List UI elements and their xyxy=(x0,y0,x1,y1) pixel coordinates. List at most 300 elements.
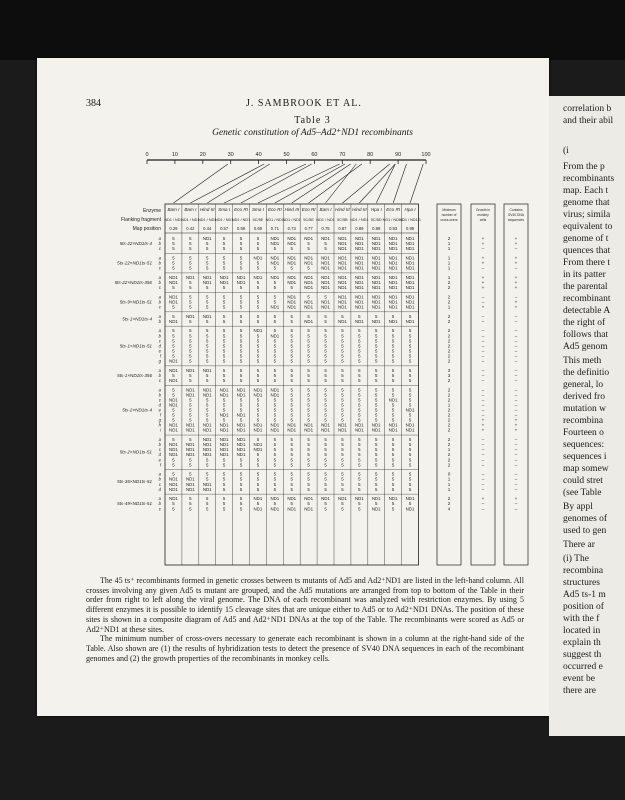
facing-page-line: suggest th xyxy=(563,650,602,660)
table-cell: ND1 xyxy=(236,447,246,453)
table-cell: 5 xyxy=(172,353,175,359)
facing-page-line: recombina xyxy=(563,416,604,426)
table-cell: 5 xyxy=(307,348,310,354)
table-cell: 5 xyxy=(239,476,243,482)
table-cell: 5 xyxy=(375,367,378,373)
table-cell: 5 xyxy=(256,501,260,507)
crossover-count: 2 xyxy=(447,377,451,383)
growth-result: – xyxy=(481,377,485,383)
recombinant-clone-label: c xyxy=(158,246,161,252)
table-cell: 5 xyxy=(324,506,327,512)
sv40-result: – xyxy=(514,457,518,463)
facing-page-line: From the p xyxy=(563,162,605,172)
crossover-count: 2 xyxy=(447,279,451,285)
recombinant-clone-label: d xyxy=(158,452,161,458)
table-cell: 5 xyxy=(307,437,310,443)
cross-label: 5ts-1×ND1ts-51 xyxy=(119,343,152,349)
table-cell: ND1 xyxy=(253,255,263,261)
map-connector xyxy=(275,164,345,203)
enzyme-name: Eco RI xyxy=(301,207,316,212)
table-cell: 5 xyxy=(206,402,209,408)
table-cell: 5 xyxy=(358,447,361,453)
table-cell: ND1 xyxy=(169,402,178,408)
table-cell: 5 xyxy=(222,372,226,378)
sv40-result: – xyxy=(514,318,518,324)
map-position: 0.93 xyxy=(389,226,398,231)
table-cell: 5 xyxy=(256,260,260,266)
table-cell: 5 xyxy=(408,442,412,448)
table-cell: 5 xyxy=(341,338,344,344)
cross-label: 5ts-22×ND1ts-356 xyxy=(114,279,152,285)
facing-page-line: genome of t xyxy=(563,234,609,244)
table-cell: 5 xyxy=(273,501,277,507)
table-cell: 5 xyxy=(408,452,412,458)
table-cell: 5 xyxy=(239,358,243,364)
crossover-count: 1 xyxy=(447,304,451,310)
table-cell: ND1 xyxy=(304,427,314,433)
sv40-result: – xyxy=(514,392,518,398)
table-cell: 5 xyxy=(172,333,175,339)
facing-page-line: structures xyxy=(563,578,600,588)
table-cell: ND1 xyxy=(304,299,314,305)
sv40-result: – xyxy=(514,328,518,334)
table-cell: 5 xyxy=(391,402,395,408)
table-cell: 5 xyxy=(222,265,226,271)
table-cell: 5 xyxy=(189,299,192,305)
table-cell: ND1 xyxy=(169,397,178,403)
table-cell: 5 xyxy=(172,255,175,261)
table-cell: ND1 xyxy=(169,422,178,428)
table-cell: ND1 xyxy=(354,255,364,261)
table-subtitle: Genetic constitution of Ad5–Ad2⁺ND1 recombinants xyxy=(212,128,413,138)
table-cell: 5 xyxy=(239,506,243,512)
table-cell: 5 xyxy=(189,246,192,252)
table-cell: 5 xyxy=(273,457,277,463)
table-cell: 5 xyxy=(222,304,226,310)
table-cell: 5 xyxy=(172,412,175,418)
table-cell: 5 xyxy=(206,328,209,334)
table-cell: 5 xyxy=(172,392,175,398)
table-cell: ND1 xyxy=(371,496,381,502)
sv40-result: + xyxy=(514,422,518,428)
recombinant-clone-label: a xyxy=(158,255,161,261)
caption-paragraph-2: The minimum number of cross-overs necessary to generate each recombinant is shown in a column at the right-hand side of the Table. Also shown are (1) the results of hybridization tests to detect the presence of SV40 DNA sequences in each of the recombinant genomes and (2) the growth properties of the recombinants in monkey cells. xyxy=(86,634,524,663)
table-cell: 5 xyxy=(256,462,260,468)
table-cell: 5 xyxy=(256,299,260,305)
growth-result: – xyxy=(481,299,485,305)
recombinant-clone-label: g xyxy=(158,417,161,423)
table-cell: 5 xyxy=(408,397,412,403)
table-cell: 5 xyxy=(408,313,412,319)
recombinant-clone-label: c xyxy=(158,338,161,344)
table-cell: 5 xyxy=(189,412,192,418)
table-cell: ND1 xyxy=(405,304,415,310)
table-cell: ND1 xyxy=(388,260,398,266)
table-cell: ND1 xyxy=(338,279,347,285)
table-cell: 5 xyxy=(273,402,277,408)
table-cell: 5 xyxy=(222,462,226,468)
table-cell: 5 xyxy=(341,452,344,458)
table-cell: 5 xyxy=(375,486,378,492)
table-cell: 5 xyxy=(358,457,361,463)
recombinant-clone-label: c xyxy=(158,447,161,453)
table-cell: 5 xyxy=(358,506,361,512)
table-cell: ND1 xyxy=(253,496,263,502)
enzyme-name: Bam I xyxy=(167,207,180,212)
table-cell: 5 xyxy=(189,506,192,512)
facing-page-line: Ad5 genom xyxy=(563,342,608,352)
table-cell: 5 xyxy=(324,338,327,344)
table-cell: 5 xyxy=(408,471,412,477)
growth-result: – xyxy=(481,372,485,378)
table-cell: ND1 xyxy=(236,279,246,285)
table-cell: ND1 xyxy=(405,265,415,271)
running-head: J. SAMBROOK ET AL. xyxy=(246,98,362,109)
table-cell: 5 xyxy=(189,318,192,324)
table-title: Table 3 xyxy=(294,115,331,126)
table-cell: 5 xyxy=(239,313,243,319)
table-cell: 5 xyxy=(222,246,226,252)
table-cell: 5 xyxy=(239,417,243,423)
table-cell: ND1 xyxy=(270,255,280,261)
table-cell: 5 xyxy=(324,452,327,458)
table-cell: 5 xyxy=(375,392,378,398)
table-cell: 5 xyxy=(358,377,361,383)
flanking-fragment: ND1 / ND1 xyxy=(350,218,369,222)
table-cell: 5 xyxy=(375,333,378,339)
enzyme-name: Sma I xyxy=(218,207,231,212)
table-cell: 5 xyxy=(256,372,260,378)
table-cell: 5 xyxy=(206,397,209,403)
table-cell: ND1 xyxy=(202,442,212,448)
crossover-count: 2 xyxy=(447,457,451,463)
table-cell: 5 xyxy=(239,402,243,408)
table-cell: ND1 xyxy=(236,427,246,433)
table-cell: ND1 xyxy=(304,255,314,261)
table-cell: 5 xyxy=(324,442,327,448)
table-cell: ND1 xyxy=(169,496,178,502)
table-cell: 5 xyxy=(324,318,327,324)
recombinant-clone-label: b xyxy=(158,299,161,305)
table-cell: ND1 xyxy=(287,255,297,261)
map-connector xyxy=(342,164,389,203)
table-cell: ND1 xyxy=(202,422,212,428)
table-cell: 5 xyxy=(206,285,209,290)
table-cell: 5 xyxy=(391,333,395,339)
table-cell: 5 xyxy=(324,377,327,383)
flanking-fragment: ND1 / ND1 xyxy=(214,218,234,222)
crossover-count: 2 xyxy=(447,437,451,443)
growth-result: – xyxy=(481,407,485,413)
table-cell: 5 xyxy=(307,358,310,364)
scale-tick-label: 20 xyxy=(199,152,206,158)
table-cell: 5 xyxy=(391,506,395,512)
table-cell: 5 xyxy=(206,412,209,418)
table-cell: 5 xyxy=(307,501,310,507)
table-cell: 5 xyxy=(273,407,277,413)
growth-result: – xyxy=(481,294,485,300)
table-cell: ND1 xyxy=(405,422,415,428)
growth-result: – xyxy=(481,367,485,373)
table-cell: 5 xyxy=(256,471,260,477)
table-cell: 5 xyxy=(324,437,327,443)
table-cell: ND1 xyxy=(253,442,263,448)
enzyme-name: Eco RI xyxy=(234,207,248,212)
recombinant-clone-label: a xyxy=(158,387,161,393)
table-cell: 5 xyxy=(358,348,361,354)
table-cell: 5 xyxy=(358,367,361,373)
table-cell: ND1 xyxy=(219,437,229,443)
crossover-count: 2 xyxy=(447,328,451,334)
scale-tick-label: 40 xyxy=(255,152,262,158)
table-cell: 5 xyxy=(324,476,327,482)
crossover-count: 2 xyxy=(447,318,451,324)
table-cell: 5 xyxy=(408,353,412,359)
table-cell: 5 xyxy=(358,313,361,319)
table-cell: ND1 xyxy=(321,255,330,261)
table-cell: 5 xyxy=(206,348,209,354)
table-cell: ND1 xyxy=(169,358,178,364)
table-cell: 5 xyxy=(222,471,226,477)
table-cell: 5 xyxy=(222,397,226,403)
table-cell: ND1 xyxy=(371,255,381,261)
table-cell: 5 xyxy=(206,246,209,252)
table-cell: ND1 xyxy=(371,241,381,247)
table-cell: 5 xyxy=(375,457,378,463)
table-cell: 5 xyxy=(256,279,260,285)
recombinant-clone-label: f xyxy=(159,353,161,359)
table-cell: ND1 xyxy=(354,304,364,310)
table-cell: 5 xyxy=(189,496,192,502)
table-cell: ND1 xyxy=(321,265,330,271)
cross-label: 5ts-36×ND1ts-51 xyxy=(117,479,152,485)
recombinant-clone-label: a xyxy=(158,437,161,443)
table-cell: 5 xyxy=(222,481,226,487)
table-cell: ND1 xyxy=(202,367,212,373)
table-cell: 5 xyxy=(239,496,243,502)
crossover-count: 1 xyxy=(447,402,451,408)
table-cell: ND1 xyxy=(388,279,398,285)
table-cell: ND1 xyxy=(338,299,347,305)
table-cell: ND1 xyxy=(338,255,347,261)
table-cell: 5 xyxy=(341,402,344,408)
table-cell: 5 xyxy=(256,294,260,300)
cross-label: 5ts-2×ND1ts-51 xyxy=(119,449,152,455)
table-cell: 5 xyxy=(189,402,192,408)
sv40-result: – xyxy=(514,412,518,418)
table-cell: ND1 xyxy=(405,427,415,433)
table-cell: 5 xyxy=(189,338,192,344)
table-cell: ND1 xyxy=(371,246,381,252)
growth-result: – xyxy=(481,246,485,252)
table-cell: 5 xyxy=(375,358,378,364)
table-cell: 5 xyxy=(256,333,260,339)
table-cell: ND1 xyxy=(388,397,398,403)
table-cell: 5 xyxy=(273,452,277,458)
cross-label: 5ts-2×ND1ts-4 xyxy=(122,407,152,413)
recombinant-clone-label: d xyxy=(158,486,161,492)
table-cell: 5 xyxy=(358,392,361,398)
growth-result: – xyxy=(481,333,485,339)
table-cell: 5 xyxy=(172,304,175,310)
recombinant-clone-label: b xyxy=(158,260,161,266)
table-cell: 5 xyxy=(239,338,243,344)
table-cell: 5 xyxy=(239,348,243,354)
facing-page-line: recombinant xyxy=(563,294,611,304)
table-cell: 5 xyxy=(391,353,395,359)
table-cell: 5 xyxy=(239,328,243,334)
flanking-fragment: 5C/5E xyxy=(252,218,264,222)
table-cell: 5 xyxy=(375,407,378,413)
table-cell: 5 xyxy=(408,387,412,393)
map-connector xyxy=(173,164,227,203)
header-row-label: Flanking fragment xyxy=(120,217,161,223)
table-cell: ND1 xyxy=(202,437,212,443)
table-cell: 5 xyxy=(341,471,344,477)
table-cell: 5 xyxy=(341,377,344,383)
sv40-result: + xyxy=(514,285,518,290)
table-cell: 5 xyxy=(408,372,412,378)
table-cell: 5 xyxy=(391,481,395,487)
scale-tick-label: 60 xyxy=(311,152,318,158)
table-cell: ND1 xyxy=(304,279,314,285)
table-cell: 5 xyxy=(358,452,361,458)
growth-result: + xyxy=(481,255,485,261)
scale-tick-label: 0 xyxy=(145,152,149,158)
table-cell: 5 xyxy=(239,343,243,349)
crossover-count: 1 xyxy=(447,481,451,487)
table-cell: ND1 xyxy=(304,285,314,290)
table-cell: ND1 xyxy=(236,442,246,448)
sv40-result: + xyxy=(514,260,518,266)
table-cell: 5 xyxy=(290,285,293,290)
table-cell: 5 xyxy=(358,328,361,334)
table-cell: ND1 xyxy=(270,392,280,398)
table-cell: 5 xyxy=(239,241,243,247)
table-cell: 5 xyxy=(307,471,310,477)
table-cell: 5 xyxy=(189,285,192,290)
table-cell: ND1 xyxy=(338,427,347,433)
crossover-count: 1 xyxy=(447,486,451,492)
table-cell: ND1 xyxy=(354,274,364,280)
growth-result: – xyxy=(481,343,485,349)
table-cell: 5 xyxy=(189,304,192,310)
table-cell: ND1 xyxy=(169,377,178,383)
table-cell: 5 xyxy=(222,353,226,359)
table-cell: 5 xyxy=(391,372,395,378)
map-position: 0.73 xyxy=(287,226,296,231)
facing-page-line: correlation b xyxy=(563,104,612,114)
table-cell: ND1 xyxy=(321,279,330,285)
table-cell: ND1 xyxy=(219,447,229,453)
table-cell: 5 xyxy=(358,372,361,378)
table-cell: 5 xyxy=(189,462,192,468)
table-cell: ND1 xyxy=(371,422,381,428)
facing-page-line: follows that xyxy=(563,330,609,340)
table-cell: 5 xyxy=(172,241,175,247)
growth-result: – xyxy=(481,387,485,393)
table-cell: 5 xyxy=(307,353,310,359)
facing-page-line: explain th xyxy=(563,638,601,648)
flanking-fragment: ND1 / ND1 xyxy=(164,218,183,222)
facing-page-line: in its patter xyxy=(563,270,606,280)
table-cell: ND1 xyxy=(371,318,381,324)
table-cell: 5 xyxy=(341,476,344,482)
growth-result: – xyxy=(481,447,485,453)
table-cell: ND1 xyxy=(202,447,212,453)
table-cell: 5 xyxy=(307,442,310,448)
table-cell: 5 xyxy=(408,486,412,492)
table-cell: ND1 xyxy=(354,299,364,305)
table-cell: 5 xyxy=(358,387,361,393)
table-cell: ND1 xyxy=(405,260,415,266)
sv40-result: – xyxy=(514,367,518,373)
sv40-result: + xyxy=(514,299,518,305)
recombinant-clone-label: g xyxy=(158,358,161,364)
table-cell: 5 xyxy=(408,328,412,334)
table-cell: 5 xyxy=(358,417,361,423)
table-cell: ND1 xyxy=(304,422,314,428)
table-cell: ND1 xyxy=(388,285,398,290)
growth-result: – xyxy=(481,338,485,344)
recombinant-clone-label: i xyxy=(160,427,161,433)
sv40-result: – xyxy=(514,353,518,359)
table-cell: 5 xyxy=(341,397,344,403)
table-cell: 5 xyxy=(324,348,327,354)
table-cell: 5 xyxy=(256,304,260,310)
table-cell: 5 xyxy=(273,481,277,487)
table-cell: 5 xyxy=(408,402,412,408)
table-cell: 5 xyxy=(273,318,277,324)
table-cell: ND1 xyxy=(185,476,195,482)
table-cell: 5 xyxy=(239,481,243,487)
table-cell: 5 xyxy=(324,412,327,418)
growth-result: + xyxy=(481,427,485,433)
table-cell: ND1 xyxy=(338,274,347,280)
table-cell: 5 xyxy=(324,402,327,408)
table-cell: 5 xyxy=(256,358,260,364)
table-cell: 5 xyxy=(307,367,310,373)
enzyme-name: Hpa I xyxy=(404,207,416,212)
scale-tick-label: 70 xyxy=(339,152,346,158)
table-cell: 5 xyxy=(408,447,412,453)
table-cell: 5 xyxy=(239,377,243,383)
table-cell: 5 xyxy=(307,372,310,378)
table-cell: 5 xyxy=(273,246,277,252)
table-cell: 5 xyxy=(189,294,192,300)
table-cell: 5 xyxy=(222,343,226,349)
table-cell: 5 xyxy=(391,358,395,364)
table-cell: ND1 xyxy=(371,427,381,433)
table-cell: 5 xyxy=(307,481,310,487)
table-cell: 5 xyxy=(375,412,378,418)
map-position: 0.89 xyxy=(372,226,381,231)
table-cell: 5 xyxy=(172,387,175,393)
table-cell: 5 xyxy=(189,260,192,266)
table-cell: 5 xyxy=(189,353,192,359)
table-cell: ND1 xyxy=(405,246,415,252)
map-connector xyxy=(309,164,362,203)
table-cell: 5 xyxy=(375,481,378,487)
table-cell: ND1 xyxy=(219,427,229,433)
flanking-fragment: ND1 / ND1 xyxy=(231,218,251,222)
table-cell: 5 xyxy=(206,338,209,344)
growth-result: – xyxy=(481,328,485,334)
table-cell: ND1 xyxy=(270,427,280,433)
table-cell: ND1 xyxy=(371,260,381,266)
table-cell: 5 xyxy=(206,358,209,364)
facing-page-line: recombina xyxy=(563,566,604,576)
